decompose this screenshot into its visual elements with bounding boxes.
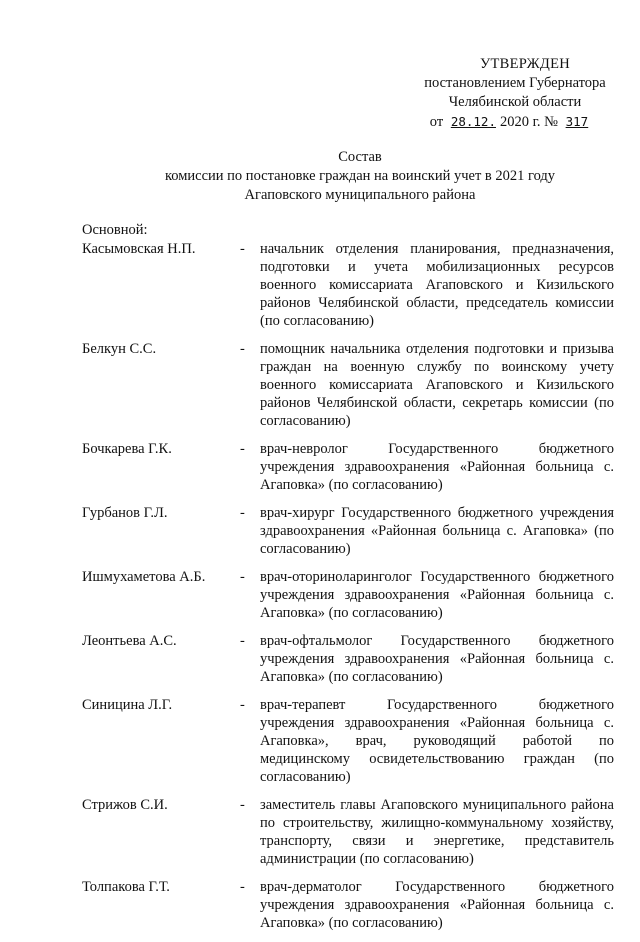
member-row [82,796,614,868]
heading-line-1: Состав [338,149,382,165]
member-dash: - [240,697,245,713]
member-name: Стрижов С.И. [82,797,168,813]
member-dash: - [240,441,245,457]
heading-line-2: комиссии по постановке граждан на воинский учет в 2021 году [164,168,556,184]
handwritten-number: 317 [565,114,589,129]
member-description: начальник отделения планирования, предназначения, подготовки и учета мобилизационных ресурсов военного комиссариата Агаповского и Кизильского районов Челябинской области, председатель комиссии (по согласованию) [260,241,614,329]
member-description: помощник начальника отделения подготовки и призыва граждан на военную службу по воинскому учету военного комиссариата Агаповского и Кизильского районов Челябинской области, секретарь комиссии (по согласованию) [260,341,614,429]
member-name: Белкун С.С. [82,341,157,357]
member-row [82,878,614,932]
member-dash: - [240,797,245,813]
approval-title: УТВЕРЖДЕН [479,56,571,72]
member-name: Бочкарева Г.К. [82,441,172,457]
section-label: Основной: [82,222,148,238]
date-year: 2020 г. № [499,114,558,130]
member-row [82,504,614,558]
member-row [82,696,614,786]
member-description: врач-хирург Государственного бюджетного учреждения здравоохранения «Районная больница с. Агаповка» (по согласованию) [260,505,614,557]
member-description: врач-дерматолог Государственного бюджетного учреждения здравоохранения «Районная больница с. Агаповка» (по согласованию) [260,879,614,931]
approval-line-2: Челябинской области [448,94,582,110]
member-name: Ишмухаметова А.Б. [82,569,206,585]
member-name: Синицина Л.Г. [82,697,173,713]
heading-line-3: Агаповского муниципального района [244,187,476,203]
member-description: заместитель главы Агаповского муниципального района по строительству, жилищно-коммунальному хозяйству, транспорту, связи и энергетике, представитель администрации (по согласованию) [260,797,614,867]
member-dash: - [240,505,245,521]
member-name: Касымовская Н.П. [82,241,196,257]
handwritten-date: 28.12. [450,114,496,129]
member-row [82,440,614,494]
document-heading [90,148,630,205]
member-name: Гурбанов Г.Л. [82,505,168,521]
members-list [82,240,614,942]
member-row [82,340,614,430]
member-description: врач-невролог Государственного бюджетного учреждения здравоохранения «Районная больница с. Агаповка» (по согласованию) [260,441,614,493]
member-description: врач-терапевт Государственного бюджетного учреждения здравоохранения «Районная больница с. Агаповка», врач, руководящий работой по медицинскому освидетельствованию граждан (по согласованию) [260,697,614,785]
member-row [82,240,614,330]
member-name: Толпакова Г.Т. [82,879,170,895]
approval-block [386,55,626,132]
date-prefix: от [429,114,444,130]
member-dash: - [240,633,245,649]
member-row [82,568,614,622]
member-dash: - [240,341,245,357]
member-description: врач-оториноларинголог Государственного бюджетного учреждения здравоохранения «Районная больница с. Агаповка» (по согласованию) [260,569,614,621]
member-name: Леонтьева А.С. [82,633,177,649]
member-description: врач-офтальмолог Государственного бюджетного учреждения здравоохранения «Районная больница с. Агаповка» (по согласованию) [260,633,614,685]
member-row [82,632,614,686]
member-dash: - [240,879,245,895]
member-dash: - [240,241,245,257]
member-dash: - [240,569,245,585]
approval-line-1: постановлением Губернатора [424,75,606,91]
approval-date-line [386,112,626,132]
